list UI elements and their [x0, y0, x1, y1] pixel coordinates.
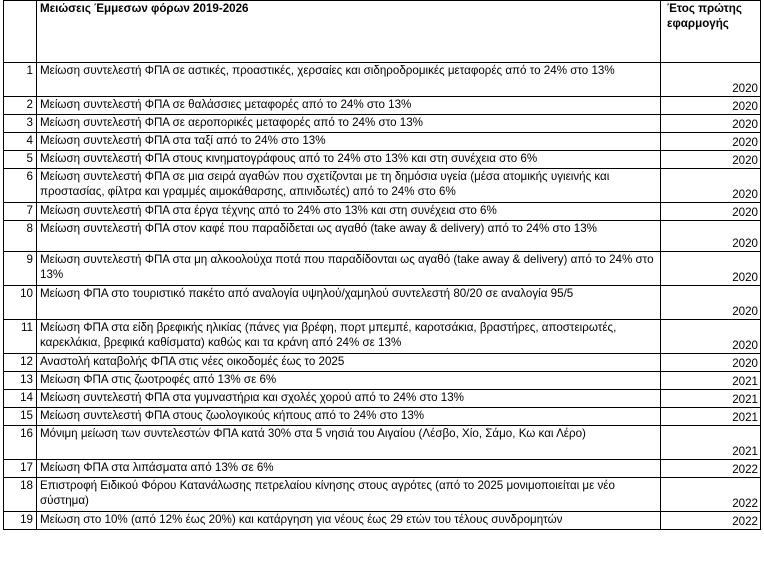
row-year: 2022 [661, 478, 761, 512]
table-row [4, 286, 761, 320]
table-row [4, 426, 761, 460]
row-year: 2022 [661, 460, 761, 478]
row-year: 2021 [661, 372, 761, 390]
row-number: 7 [4, 203, 37, 221]
table-row [4, 203, 761, 221]
row-description: Μείωση συντελεστή ΦΠΑ στα ταξί από το 24% στο 13% [37, 133, 661, 151]
table-row [4, 133, 761, 151]
row-number: 19 [4, 512, 37, 530]
table-row [4, 252, 761, 286]
row-description: Μείωση συντελεστή ΦΠΑ στα έργα τέχνης από το 24% στο 13% και στη συνέχεια στο 6% [37, 203, 661, 221]
tax-reductions-table [3, 0, 761, 530]
row-description: Μείωση συντελεστή ΦΠΑ στους κινηματογράφους από το 24% στο 13% και στη συνέχεια στο 6% [37, 151, 661, 169]
row-description: Μόνιμη μείωση των συντελεστών ΦΠΑ κατά 30% στα 5 νησιά του Αιγαίου (Λέσβο, Χίο, Σάμο, Κω και Λέρο) [37, 426, 661, 460]
row-year: 2020 [661, 354, 761, 372]
row-year: 2020 [661, 320, 761, 354]
row-description: Επιστροφή Ειδικού Φόρου Κατανάλωσης πετρελαίου κίνησης στους αγρότες (από το 2025 μονιμοποιείται με νέο σύστημα) [37, 478, 661, 512]
table-row [4, 97, 761, 115]
table-row [4, 478, 761, 512]
row-description: Μείωση συντελεστή ΦΠΑ σε θαλάσσιες μεταφορές από το 24% στο 13% [37, 97, 661, 115]
table-row [4, 63, 761, 97]
header-year-cell: Έτος πρώτης εφαρμογής [661, 1, 761, 63]
row-year: 2021 [661, 408, 761, 426]
row-year: 2020 [661, 169, 761, 203]
row-year: 2020 [661, 203, 761, 221]
row-year: 2020 [661, 252, 761, 286]
row-description: Μείωση συντελεστή ΦΠΑ στα γυμναστήρια και σχολές χορού από το 24% στο 13% [37, 390, 661, 408]
row-description: Μείωση στο 10% (από 12% έως 20%) και κατάργηση για νέους έως 29 ετών του τέλους συνδρομητών [37, 512, 661, 530]
row-number: 4 [4, 133, 37, 151]
row-description: Αναστολή καταβολής ΦΠΑ στις νέες οικοδομές έως το 2025 [37, 354, 661, 372]
row-year: 2020 [661, 97, 761, 115]
row-description: Μείωση ΦΠΑ στις ζωοτροφές από 13% σε 6% [37, 372, 661, 390]
table-row [4, 408, 761, 426]
row-description: Μείωση ΦΠΑ στα λιπάσματα από 13% σε 6% [37, 460, 661, 478]
table-row [4, 169, 761, 203]
row-number: 1 [4, 63, 37, 97]
table-row [4, 115, 761, 133]
row-number: 11 [4, 320, 37, 354]
row-year: 2020 [661, 221, 761, 252]
table-row [4, 354, 761, 372]
header-description-cell: Μειώσεις Έμμεσων φόρων 2019-2026 [37, 1, 661, 63]
row-number: 18 [4, 478, 37, 512]
row-number: 6 [4, 169, 37, 203]
row-number: 9 [4, 252, 37, 286]
row-number: 3 [4, 115, 37, 133]
row-description: Μείωση συντελεστή ΦΠΑ στα μη αλκοολούχα ποτά που παραδίδονται ως αγαθό (take away & delivery) από το 24% στο 13% [37, 252, 661, 286]
table-row [4, 320, 761, 354]
row-description: Μείωση συντελεστή ΦΠΑ σε μια σειρά αγαθών που σχετίζονται με τη δημόσια υγεία (μέσα ατομικής υγιεινής και προστασίας, φίλτρα και γραμμές αιμοκάθαρσης, απινιδωτές) από το 24% στο 6% [37, 169, 661, 203]
row-number: 12 [4, 354, 37, 372]
row-number: 2 [4, 97, 37, 115]
row-year: 2021 [661, 426, 761, 460]
row-number: 15 [4, 408, 37, 426]
table-row [4, 151, 761, 169]
table-row [4, 221, 761, 252]
row-number: 5 [4, 151, 37, 169]
row-year: 2020 [661, 286, 761, 320]
row-description: Μείωση ΦΠΑ στο τουριστικό πακέτο από αναλογία υψηλού/χαμηλού συντελεστή 80/20 σε αναλογία 95/5 [37, 286, 661, 320]
row-description: Μείωση συντελεστή ΦΠΑ στον καφέ που παραδίδεται ως αγαθό (take away & delivery) από το 24% στο 13% [37, 221, 661, 252]
row-description: Μείωση συντελεστή ΦΠΑ σε αστικές, προαστικές, χερσαίες και σιδηροδρομικές μεταφορές από το 24% στο 13% [37, 63, 661, 97]
row-description: Μείωση συντελεστή ΦΠΑ στους ζωολογικούς κήπους από το 24% στο 13% [37, 408, 661, 426]
row-year: 2020 [661, 63, 761, 97]
row-number: 8 [4, 221, 37, 252]
row-number: 14 [4, 390, 37, 408]
row-description: Μείωση συντελεστή ΦΠΑ σε αεροπορικές μεταφορές από το 24% στο 13% [37, 115, 661, 133]
table-header-row [4, 1, 761, 63]
row-year: 2022 [661, 512, 761, 530]
table-row [4, 390, 761, 408]
row-number: 10 [4, 286, 37, 320]
row-number: 13 [4, 372, 37, 390]
row-year: 2020 [661, 115, 761, 133]
row-year: 2021 [661, 390, 761, 408]
row-description: Μείωση ΦΠΑ στα είδη βρεφικής ηλικίας (πάνες για βρέφη, πορτ μπεμπέ, καροτσάκια, βραστήρες, αποστειρωτές, καρεκλάκια, βρεφικά καθίσματα) καθώς και τα κράνη από 24% σε 13% [37, 320, 661, 354]
table-row [4, 512, 761, 530]
row-year: 2020 [661, 151, 761, 169]
row-year: 2020 [661, 133, 761, 151]
table-row [4, 460, 761, 478]
table-row [4, 372, 761, 390]
row-number: 17 [4, 460, 37, 478]
row-number: 16 [4, 426, 37, 460]
header-number-cell [4, 1, 37, 63]
